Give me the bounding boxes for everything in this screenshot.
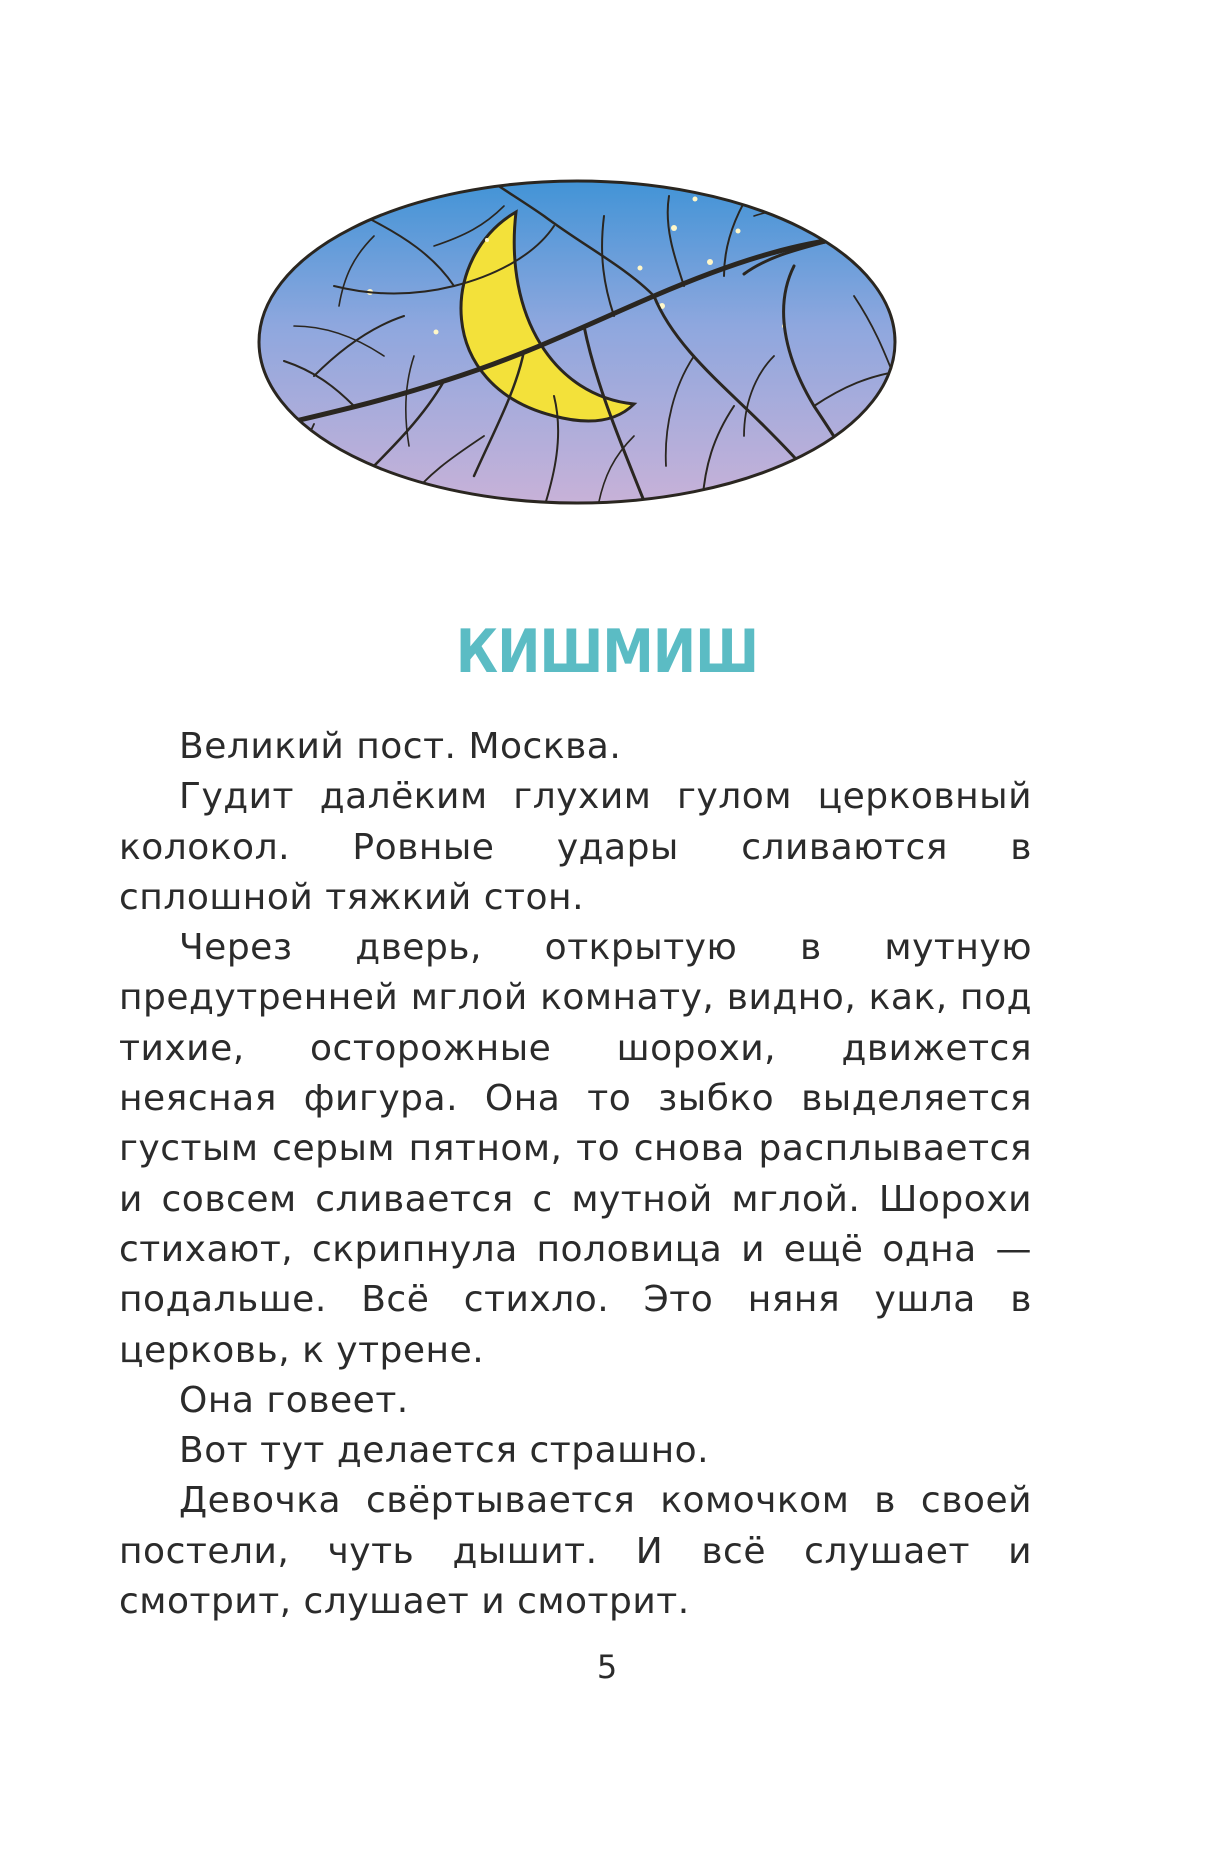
night-moon-branches-icon bbox=[254, 176, 900, 508]
body-text bbox=[119, 722, 1032, 1627]
paragraph: Гудит далёким глухим гулом церковный колокол. Ровные удары сливаются в сплошной тяжкий стон. bbox=[119, 776, 1032, 918]
page-number: 5 bbox=[596, 1648, 618, 1686]
paragraph: Великий пост. Москва. bbox=[179, 726, 622, 767]
paragraph: Через дверь, открытую в мутную предутренней мглой комнату, видно, как, под тихие, осторожные шорохи, движется неясная фигура. Она то зыбко выделяется густым серым пятном, то снова расплывается и совсем сливается с мутной мглой. Шорохи стихают, скрипнула половица и ещё одна — подальше. Всё стихло. Это няня ушла в церковь, к утрене. bbox=[119, 927, 1032, 1371]
page-title: КИШМИШ bbox=[455, 617, 759, 687]
paragraph: Она говеет. bbox=[179, 1379, 409, 1421]
paragraph: Вот тут делается страшно. bbox=[179, 1430, 710, 1472]
paragraph: Девочка свёртывается комочком в своей постели, чуть дышит. И всё слушает и смотрит, слушает и смотрит. bbox=[119, 1480, 1032, 1623]
